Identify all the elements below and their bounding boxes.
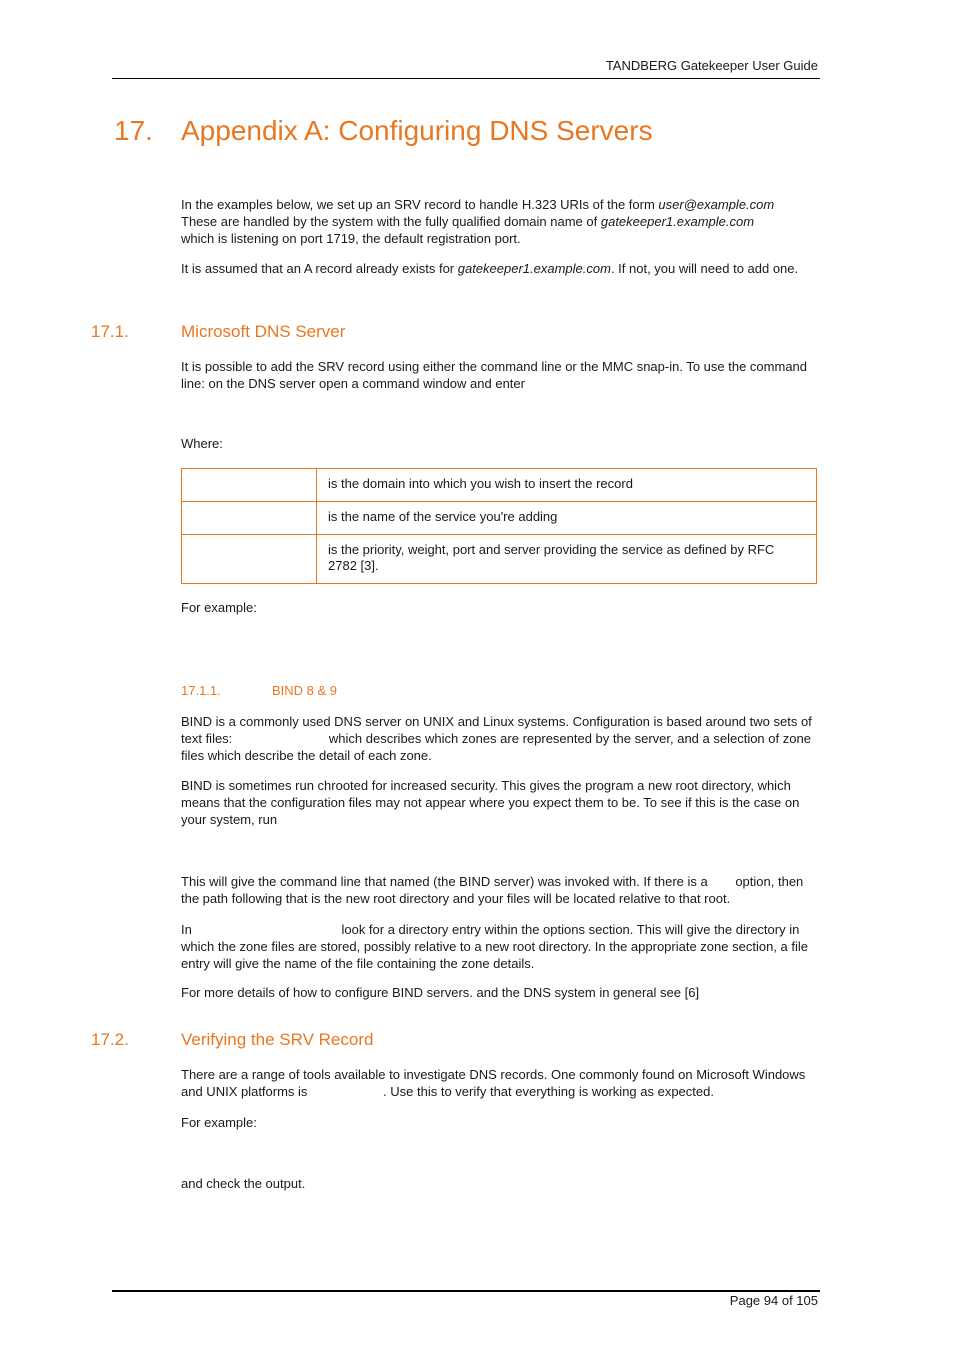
running-header: TANDBERG Gatekeeper User Guide — [605, 58, 818, 73]
table-row — [182, 535, 817, 584]
example-label: For example: — [181, 600, 257, 615]
subsection-heading-bind: 17.1.1. BIND 8 & 9 — [181, 683, 338, 698]
example-fqdn: gatekeeper1.example.com — [600, 214, 755, 229]
bind-paragraph-4: In look for a directory entry within the options section. This will give the directory in which the zone files are stored, possibly relative to a new root directory. In the appropriate zone section, a file entry will give the name of the file containing the zone details. — [181, 922, 808, 971]
bind-paragraph-5: For more details of how to configure BIND servers. and the DNS system in general see [6] — [181, 985, 700, 1000]
chapter-number: 17. — [114, 115, 153, 146]
section-heading-microsoft-dns: 17.1. Microsoft DNS Server — [91, 322, 346, 341]
where-label: Where: — [181, 436, 223, 451]
table-term — [182, 535, 317, 584]
bind-paragraph-1: BIND is a commonly used DNS server on UNIX and Linux systems. Configuration is based around two sets of text files: which describes which zones are represented by the server, and a selection of zone files which describe the detail of each zone. — [181, 714, 812, 763]
section-heading-verifying: 17.2. Verifying the SRV Record — [91, 1030, 374, 1049]
bind-paragraph-2: BIND is sometimes run chrooted for increased security. This gives the program a new root directory, which means that the configuration files may not appear where you expect them to be. To see if this is the case on your system, run — [181, 778, 800, 827]
verify-paragraph-1: There are a range of tools available to investigate DNS records. One commonly found on Microsoft Windows and UNIX platforms is . Use this to verify that everything is working as expected. — [181, 1067, 806, 1099]
table-term — [182, 502, 317, 535]
page-number: Page 94 of 105 — [729, 1293, 818, 1308]
intro-paragraph-1: In the examples below, we set up an SRV record to handle H.323 URIs of the form user@example.com These are handled by the system with the fully qualified domain name of gatekeeper1.example.com which is listening on port 1719, the default registration port. — [181, 197, 775, 246]
table-description: is the domain into which you wish to insert the record — [317, 469, 817, 502]
header-rule — [112, 78, 820, 79]
verify-paragraph-2: and check the output. — [181, 1176, 306, 1191]
example-uri: user@example.com — [658, 197, 775, 212]
table-description: is the priority, weight, port and server providing the service as defined by RFC 2782 [3]. — [317, 535, 817, 584]
intro-paragraph-2: It is assumed that an A record already exists for gatekeeper1.example.com. If not, you will need to add one. — [181, 261, 799, 276]
chapter-heading — [114, 115, 653, 147]
table-row — [182, 502, 817, 535]
table-term — [182, 469, 317, 502]
table-description: is the name of the service you're adding — [317, 502, 817, 535]
verify-example-label: For example: — [181, 1115, 257, 1130]
bind-paragraph-3: This will give the command line that named (the BIND server) was invoked with. If there is a option, then the path following that is the new root directory and your files will be located relative to that root. — [181, 874, 804, 906]
footer-rule — [112, 1290, 820, 1292]
parameter-table — [181, 468, 817, 584]
microsoft-dns-paragraph: It is possible to add the SRV record using either the command line or the MMC snap-in. To use the command line: on the DNS server open a command window and enter — [181, 359, 808, 391]
chapter-title: Appendix A: Configuring DNS Servers — [181, 115, 653, 146]
table-row — [182, 469, 817, 502]
